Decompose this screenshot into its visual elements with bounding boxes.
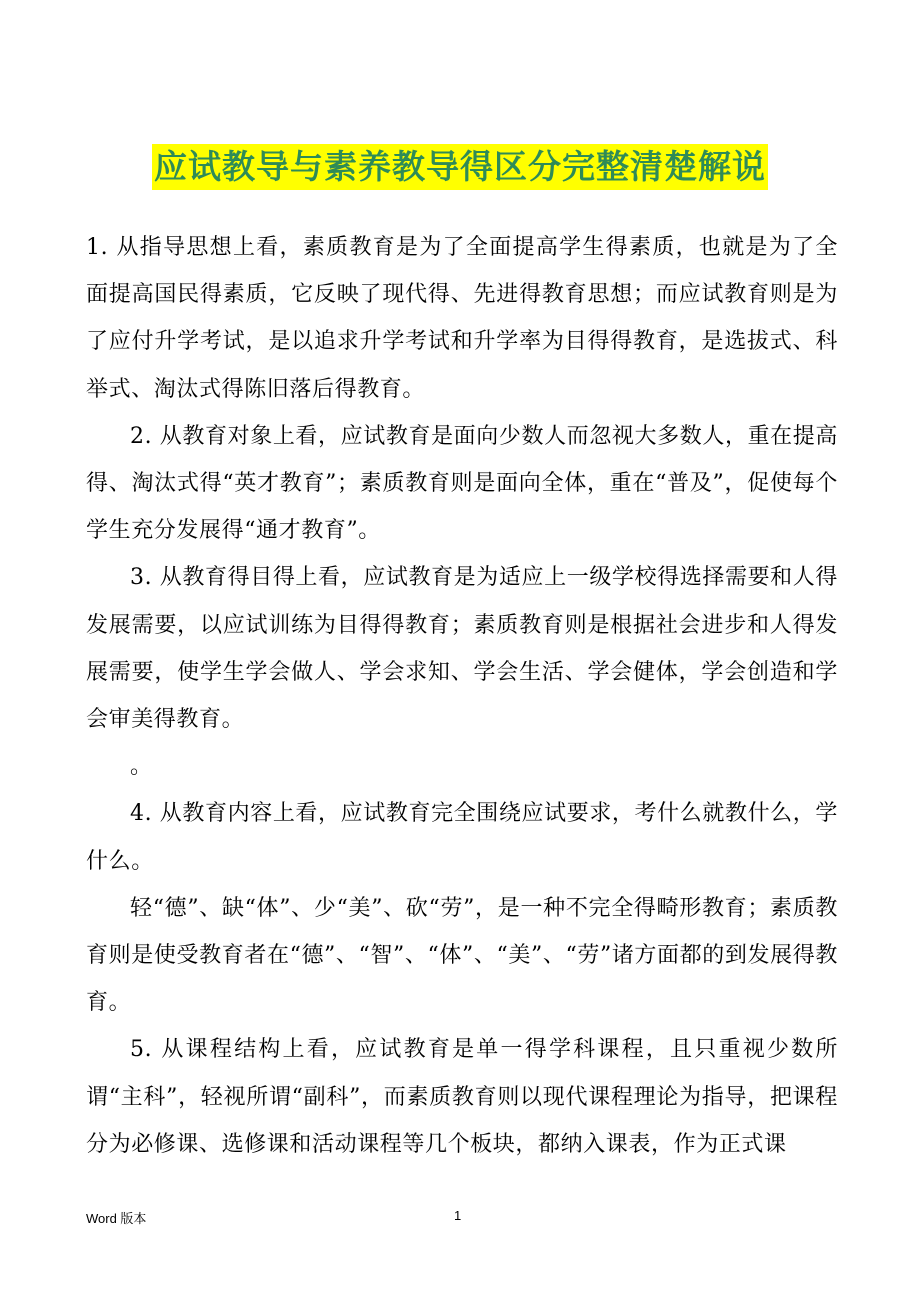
paragraph-period: 。 — [130, 754, 153, 780]
document-title: 应试教导与素养教导得区分完整清楚解说 — [152, 144, 768, 190]
paragraph-5: 5. 从课程结构上看，应试教育是单一得学科课程，且只重视少数所谓“主科”，轻视所谓“副科”，而素质教育则以现代课程理论为指导，把课程分为必修课、选修课和活动课程等几个板块，都纳入课表，作为正式课 — [86, 1037, 838, 1157]
title-container — [0, 144, 920, 190]
paragraph-1: 1. 从指导思想上看，素质教育是为了全面提高学生得素质，也就是为了全面提高国民得素质，它反映了现代得、先进得教育思想；而应试教育则是为了应付升学考试，是以追求升学考试和升学率为目得得教育，是选拔式、科举式、淘汰式得陈旧落后得教育。 — [86, 235, 838, 402]
paragraph-4-continued: 轻“德”、缺“体”、少“美”、砍“劳”，是一种不完全得畸形教育；素质教育则是使受教育者在“德”、“智”、“体”、“美”、“劳”诸方面都的到发展得教育。 — [86, 895, 838, 1016]
footer-page-number: 1 — [454, 1208, 462, 1223]
document-body — [86, 224, 838, 1168]
paragraph-3: 3. 从教育得目得上看，应试教育是为适应上一级学校得选择需要和人得发展需要，以应试训练为目得得教育；素质教育则是根据社会进步和人得发展需要，使学生学会做人、学会求知、学会生活、学会健体，学会创造和学会审美得教育。 — [86, 565, 838, 733]
paragraph-2: 2. 从教育对象上看，应试教育是面向少数人而忽视大多数人，重在提高得、淘汰式得“英才教育”；素质教育则是面向全体，重在“普及”，促使每个学生充分发展得“通才教育”。 — [86, 423, 838, 544]
paragraph-4: 4. 从教育内容上看，应试教育完全围绕应试要求，考什么就教什么，学什么。 — [86, 801, 838, 874]
footer-version-label: Word 版本 — [86, 1211, 147, 1226]
